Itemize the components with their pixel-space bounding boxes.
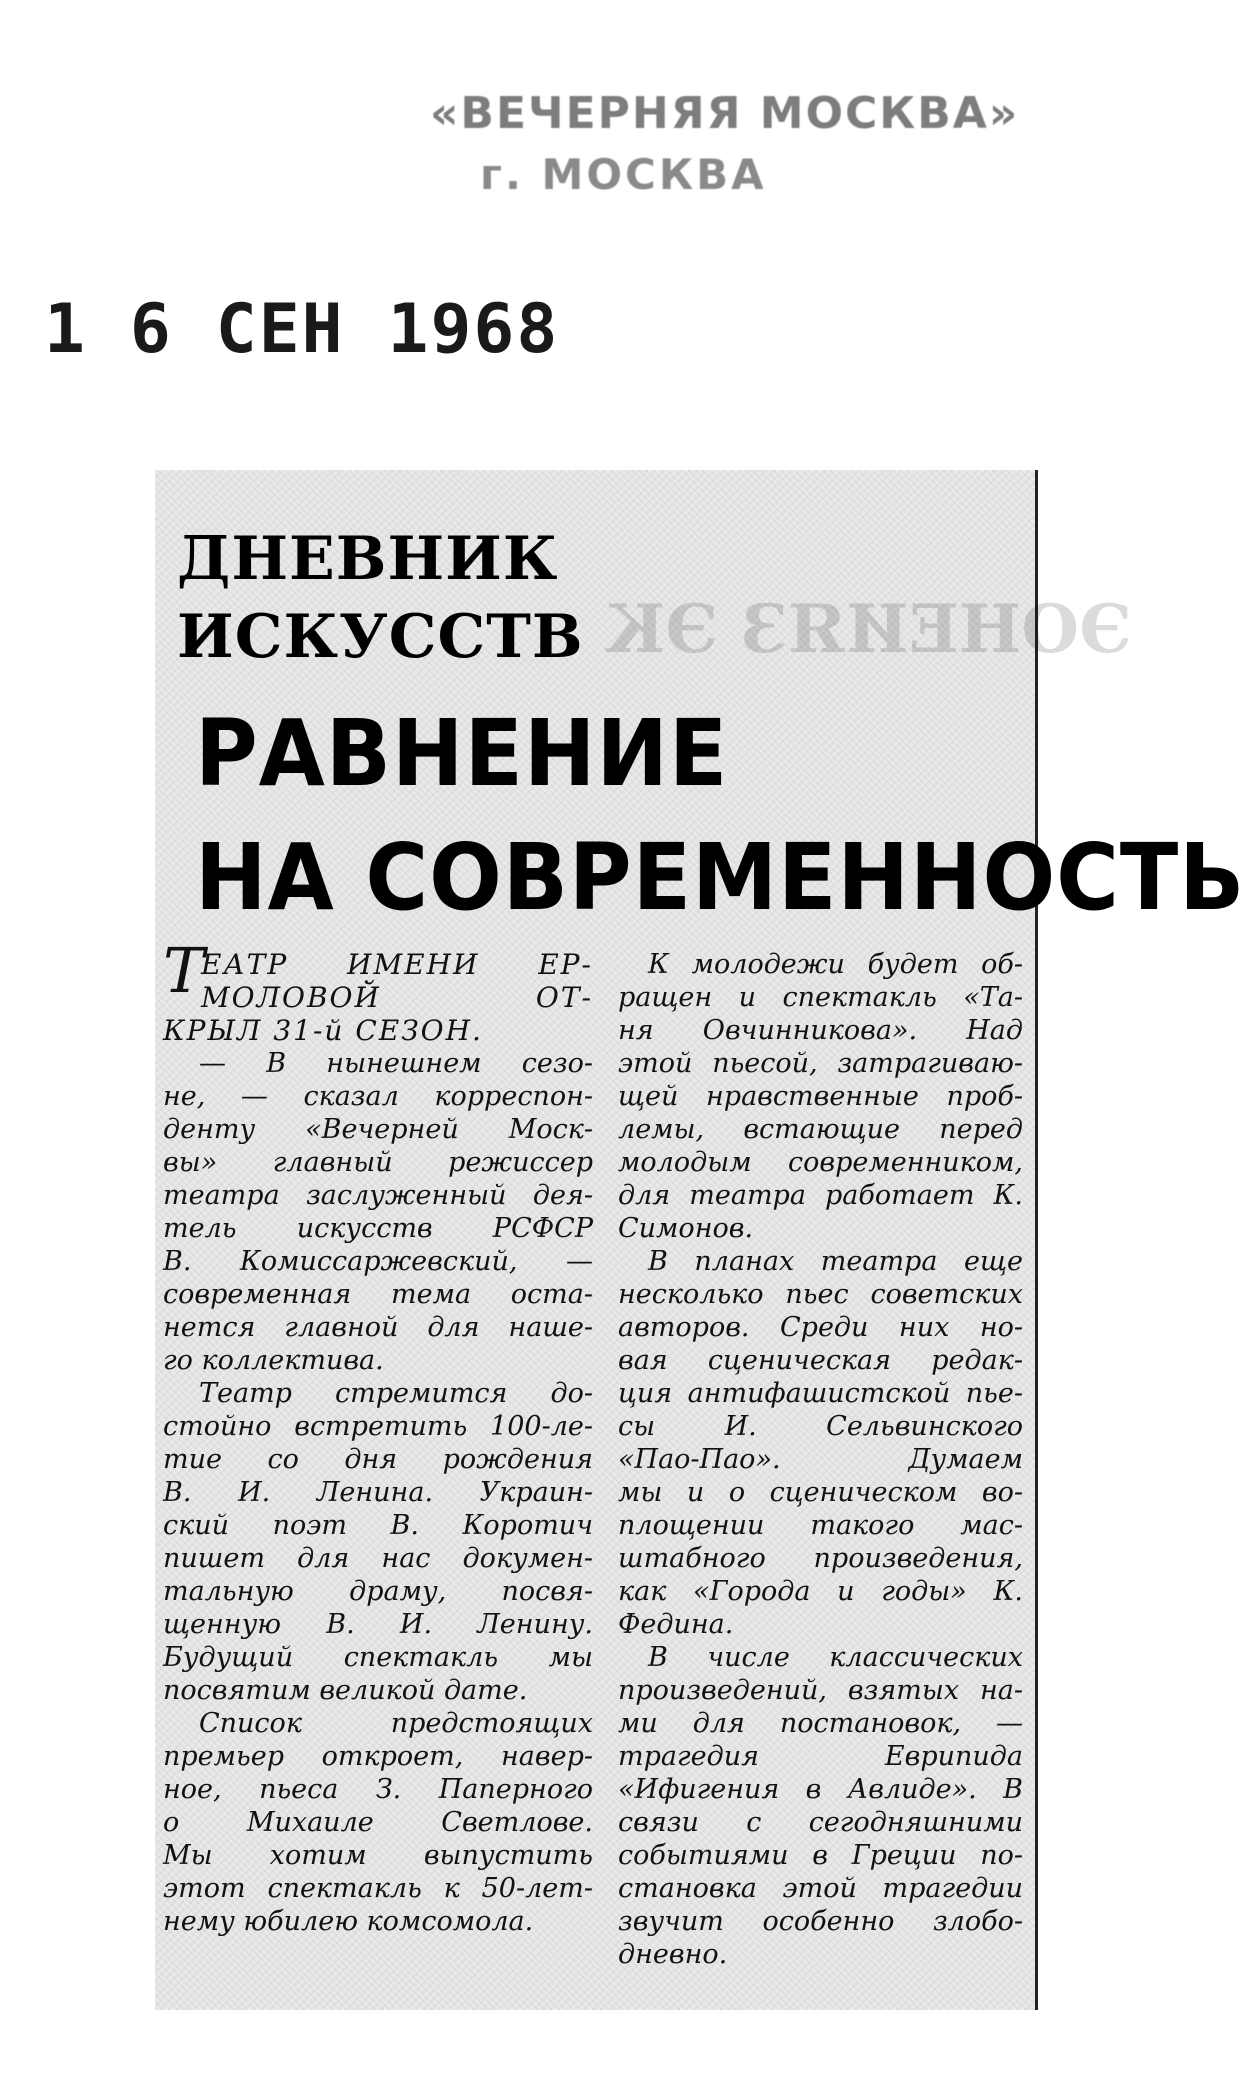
- article-line: нется главной для наше-: [163, 1312, 593, 1343]
- article-line: этот спектакль к 50-лет-: [163, 1873, 593, 1904]
- article-line: пишет для нас докумен-: [163, 1543, 593, 1574]
- article-line: В. И. Ленина. Украин-: [163, 1477, 593, 1508]
- article-column-right: [618, 948, 1023, 1971]
- article-line: звучит особенно злобо-: [618, 1906, 1023, 1937]
- article-line: щей нравственные проб-: [618, 1081, 1023, 1112]
- article-line: сы И. Сельвинского: [618, 1411, 1023, 1442]
- article-line: го коллектива.: [163, 1345, 384, 1376]
- article-line: площении такого мас-: [618, 1510, 1023, 1541]
- article-line: щенную В. И. Ленину.: [163, 1609, 593, 1640]
- article-line: трагедия Еврипида: [618, 1741, 1023, 1772]
- article-line: мы и о сценическом во-: [618, 1477, 1023, 1508]
- article-headline: [195, 692, 1245, 940]
- headline-line-2: НА СОВРЕМЕННОСТЬ: [195, 824, 1245, 931]
- article-line: Федина.: [618, 1609, 734, 1640]
- section-rubric: [177, 520, 584, 676]
- article-line: Театр стремится до-: [199, 1378, 593, 1409]
- article-line: дневно.: [618, 1939, 728, 1970]
- article-column-left: [163, 934, 593, 1938]
- article-line: ми для постановок, —: [618, 1708, 1023, 1739]
- article-line: «Пао-Пао». Думаем: [618, 1444, 1023, 1475]
- article-line: для театра работает К.: [618, 1180, 1023, 1211]
- rubric-line-1: ДНЕВНИК: [177, 524, 559, 594]
- article-line: нему юбилею комсомола.: [163, 1906, 534, 1937]
- article-line: тальную драму, посвя-: [163, 1576, 593, 1607]
- article-line: ция антифашистской пье-: [618, 1378, 1023, 1409]
- article-line: МОЛОВОЙ ОТ-: [201, 981, 593, 1014]
- article-line: штабного произведения,: [618, 1543, 1023, 1574]
- article-line: связи с сегодняшними: [618, 1807, 1023, 1838]
- article-line: ное, пьеса З. Паперного: [163, 1774, 593, 1805]
- article-line: В числе классических: [648, 1642, 1023, 1673]
- article-line: ращен и спектакль «Та-: [618, 982, 1023, 1013]
- newspaper-clipping: [155, 470, 1245, 2010]
- article-line: не, — сказал корреспон-: [163, 1081, 593, 1112]
- article-line: ня Овчинникова». Над: [618, 1015, 1023, 1046]
- article-line: В планах театра еще: [648, 1246, 1023, 1277]
- article-line: «Ифигения в Авлиде». В: [618, 1774, 1023, 1805]
- article-line: — В нынешнем сезо-: [199, 1048, 593, 1079]
- headline-line-1: РАВНЕНИЕ: [195, 700, 729, 807]
- article-line: премьер откроет, навер-: [163, 1741, 593, 1772]
- article-line: Список предстоящих: [199, 1708, 593, 1739]
- article-line: ский поэт В. Коротич: [163, 1510, 593, 1541]
- article-line: несколько пьес советских: [618, 1279, 1023, 1310]
- article-line: произведений, взятых на-: [618, 1675, 1023, 1706]
- article-line: о Михаиле Светлове.: [163, 1807, 593, 1838]
- article-line: стойно встретить 100-ле-: [163, 1411, 593, 1442]
- article-line: событиями в Греции по-: [618, 1840, 1023, 1871]
- article-line: этой пьесой, затрагиваю-: [618, 1048, 1023, 1079]
- article-line: Симонов.: [618, 1213, 754, 1244]
- article-line: современная тема оста-: [163, 1279, 593, 1310]
- article-line: ЕАТР ИМЕНИ ЕР-: [201, 948, 593, 981]
- article-line: Мы хотим выпустить: [163, 1840, 593, 1871]
- date-stamp: 1 6 СЕН 1968: [44, 290, 560, 369]
- rubric-line-2: ИСКУССТВ: [177, 602, 584, 672]
- article-line: денту «Вечерней Моск-: [163, 1114, 593, 1145]
- article-line: вы» главный режиссер: [163, 1147, 593, 1178]
- article-line: КРЫЛ 31-й СЕЗОН.: [163, 1014, 483, 1047]
- stamp-city: г. МОСКВА: [480, 150, 767, 199]
- article-line: Будущий спектакль мы: [163, 1642, 593, 1673]
- newspaper-stamp: [380, 50, 1020, 210]
- article-line: становка этой трагедии: [618, 1873, 1023, 1904]
- article-line: посвятим великой дате.: [163, 1675, 528, 1706]
- article-line: молодым современником,: [618, 1147, 1023, 1178]
- article-line: К молодежи будет об-: [648, 949, 1023, 980]
- article-line: В. Комиссаржевский, —: [163, 1246, 593, 1277]
- article-line: тие со дня рождения: [163, 1444, 593, 1475]
- stamp-newspaper-name: «ВЕЧЕРНЯЯ МОСКВА»: [430, 88, 1020, 139]
- article-line: театра заслуженный дея-: [163, 1180, 593, 1211]
- article-line: лемы, встающие перед: [618, 1114, 1023, 1145]
- bleed-through-text: ЭОНЕИЯЗ ЭК: [605, 590, 1132, 668]
- article-line: тель искусств РСФСР: [163, 1213, 593, 1244]
- article-line: как «Города и годы» К.: [618, 1576, 1023, 1607]
- article-line: авторов. Среди них но-: [618, 1312, 1023, 1343]
- drop-cap: Т: [163, 934, 205, 1007]
- article-line: вая сценическая редак-: [618, 1345, 1023, 1376]
